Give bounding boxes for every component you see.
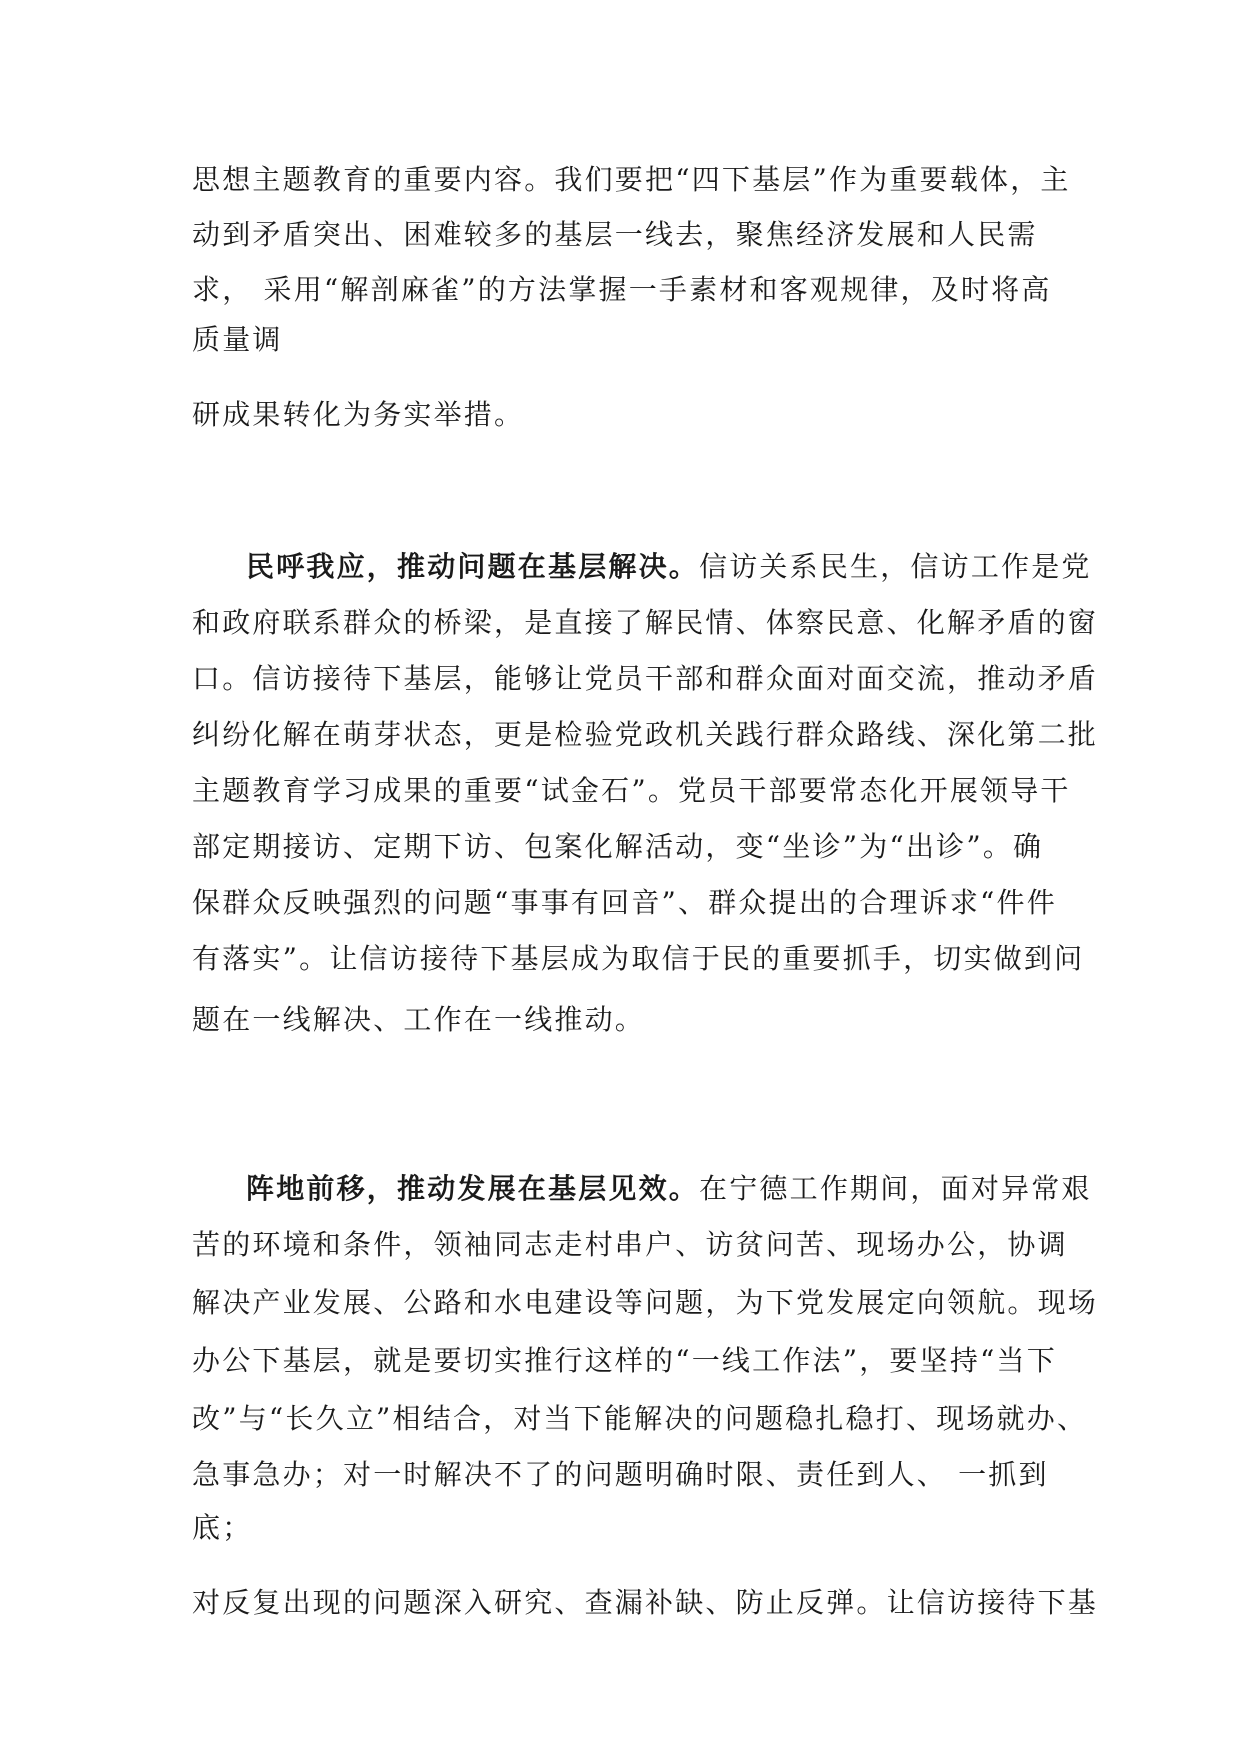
- text-line: 求， 采用“解剖麻雀”的方法掌握一手素材和客观规律，及时将高: [192, 273, 1052, 306]
- text-line: 有落实”。让信访接待下基层成为取信于民的重要抓手，切实做到问: [192, 942, 1085, 975]
- text-line: 部定期接访、定期下访、包案化解活动，变“坐诊”为“出诊”。确: [192, 830, 1044, 863]
- text-line: 动到矛盾突出、困难较多的基层一线去，聚焦经济发展和人民需: [192, 218, 1038, 251]
- text-line: 质量调: [192, 323, 283, 356]
- text-line: 纠纷化解在萌芽状态，更是检验党政机关践行群众路线、深化第二批: [192, 718, 1099, 751]
- paragraph-first-line: [246, 1169, 1116, 1209]
- text-line: 解决产业发展、公路和水电建设等问题，为下党发展定向领航。现场: [192, 1286, 1099, 1319]
- text-line: 主题教育学习成果的重要“试金石”。党员干部要常态化开展领导干: [192, 774, 1071, 807]
- text-line: 改”与“长久立”相结合，对当下能解决的问题稳扎稳打、现场就办、: [192, 1402, 1088, 1435]
- paragraph-text: 在宁德工作期间，面对异常艰: [699, 1172, 1092, 1205]
- text-line: 底；: [192, 1511, 253, 1544]
- text-line: 苦的环境和条件，领袖同志走村串户、访贫问苦、现场办公，协调: [192, 1228, 1068, 1261]
- text-line: 保群众反映强烈的问题“事事有回音”、群众提出的合理诉求“件件: [192, 886, 1057, 919]
- text-line: 口。信访接待下基层，能够让党员干部和群众面对面交流，推动矛盾: [192, 662, 1099, 695]
- text-line: 题在一线解决、工作在一线推动。: [192, 1003, 646, 1036]
- text-line: 思想主题教育的重要内容。我们要把“四下基层”作为重要载体，主: [192, 163, 1071, 196]
- paragraph-heading: 民呼我应，推动问题在基层解决。: [246, 550, 700, 583]
- paragraph-text: 信访关系民生，信访工作是党: [699, 550, 1092, 583]
- paragraph-heading: 阵地前移，推动发展在基层见效。: [246, 1172, 700, 1205]
- text-line: 急事急办；对一时解决不了的问题明确时限、责任到人、 一抓到: [192, 1458, 1049, 1491]
- text-line: 办公下基层，就是要切实推行这样的“一线工作法”，要坚持“当下: [192, 1344, 1057, 1377]
- paragraph-first-line: [246, 547, 1116, 587]
- text-line: 对反复出现的问题深入研究、查漏补缺、防止反弹。让信访接待下基: [192, 1586, 1099, 1619]
- text-line: 和政府联系群众的桥梁，是直接了解民情、体察民意、化解矛盾的窗: [192, 606, 1099, 639]
- text-line: 研成果转化为务实举措。: [192, 398, 525, 431]
